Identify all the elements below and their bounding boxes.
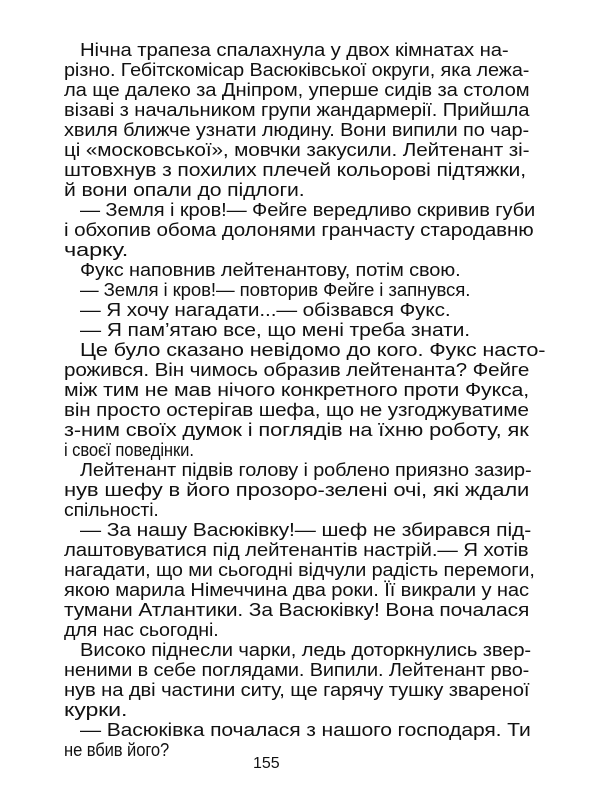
- text-line: ла ще далеко за Дніпром, уперше сидів за столом: [64, 80, 530, 100]
- text-line: Фукс наповнив лейтенантову, потім свою.: [80, 260, 461, 280]
- text-line: — Я пам’ятаю все, що мені треба знати.: [80, 320, 471, 340]
- text-line: тумани Атлантики. За Васюківку! Вона почалася: [64, 600, 530, 620]
- text-line: штовхнув з похилих плечей кольорові підтяжки,: [64, 160, 526, 180]
- text-line: чарку.: [64, 240, 129, 260]
- text-line: й вони опали до підлоги.: [64, 180, 305, 200]
- text-line: візаві з начальником групи жандармерії. Прийшла: [64, 100, 530, 120]
- text-line: не вбив його?: [64, 740, 170, 760]
- text-line: спільності.: [64, 500, 159, 520]
- text-line: і своєї поведінки.: [64, 440, 194, 460]
- text-line: між тим не мав нічого конкретного проти Фукса,: [64, 380, 530, 400]
- text-line: неними в себе поглядами. Випили. Лейтенант рво-: [64, 660, 530, 680]
- text-line: Лейтенант підвів голову і роблено приязно зазир-: [80, 460, 532, 480]
- text-line: Високо піднесли чарки, ледь доторкнулись звер-: [80, 640, 532, 660]
- text-line: нув шефу в його прозоро-зелені очі, які ждали: [64, 480, 530, 500]
- text-line: з-ним своїх думок і поглядів на їхню роботу, як: [64, 420, 529, 440]
- text-line: нагадати, що ми сьогодні відчули радість перемоги,: [64, 560, 535, 580]
- page-number: 155: [253, 755, 280, 772]
- text-line: курки.: [64, 700, 128, 720]
- text-line: рожився. Він чимось образив лейтенанта? Фейге: [64, 360, 530, 380]
- text-line: для нас сьогодні.: [64, 620, 219, 640]
- text-line: різно. Гебітскомісар Васюківської округи, яка лежа-: [64, 60, 530, 80]
- text-line: ці «московської», мовчки закусили. Лейтенант зі-: [64, 140, 530, 160]
- text-line: — Васюківка почалася з нашого господаря. Ти: [80, 720, 531, 740]
- text-line: — Я хочу нагадати...— обізвався Фукс.: [80, 300, 451, 320]
- text-line: лаштовуватися під лейтенантів настрій.— Я хотів: [64, 540, 529, 560]
- text-line: хвиля ближче узнати людину. Вони випили по чар-: [64, 120, 530, 140]
- text-line: — За нашу Васюківку!— шеф не збирався під-: [80, 520, 532, 540]
- text-line: — Земля і кров!— Фейге вередливо скривив губи: [80, 200, 536, 220]
- text-line: якою марила Німеччина два роки. Її викрали у нас: [64, 580, 529, 600]
- text-line: Нічна трапеза спалахнула у двох кімнатах на-: [80, 40, 509, 60]
- text-line: нув на дві частини ситу, ще гарячу тушку звареної: [64, 680, 530, 700]
- text-line: — Земля і кров!— повторив Фейге і запнувся.: [80, 280, 471, 300]
- text-line: і обхопив обома долонями гранчасту стародавню: [64, 220, 534, 240]
- text-line: Це було сказано невідомо до кого. Фукс насто-: [80, 340, 546, 360]
- text-line: він просто остерігав шефа, що не узгоджуватиме: [64, 400, 529, 420]
